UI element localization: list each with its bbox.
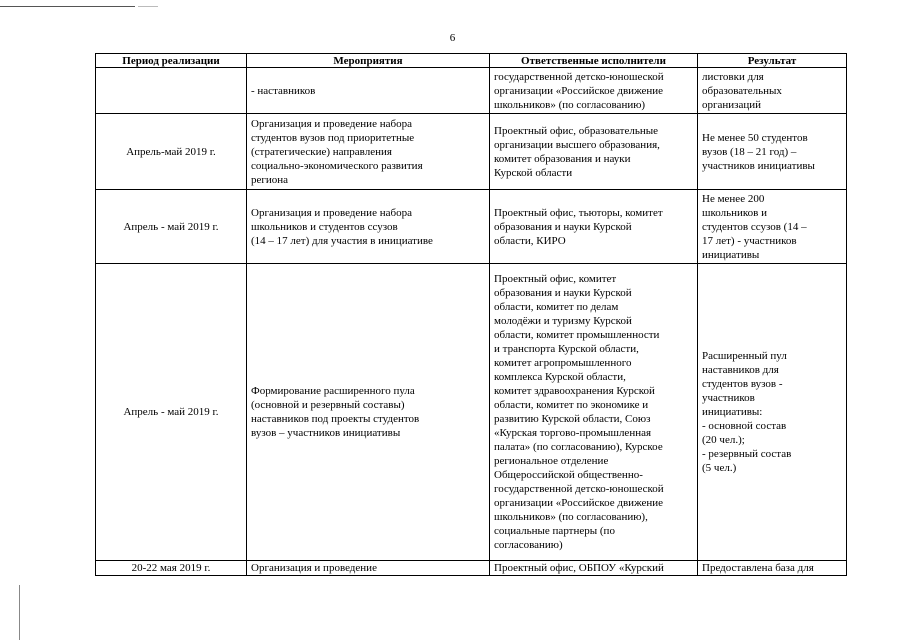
scan-artifact-line	[0, 6, 135, 7]
header-activity: Мероприятия	[247, 54, 490, 68]
period-cell: 20-22 мая 2019 г.	[96, 561, 247, 576]
result-cell: листовки для образовательных организаций	[698, 68, 847, 114]
activity-cell: - наставников	[247, 68, 490, 114]
period-cell: Апрель-май 2019 г.	[96, 114, 247, 190]
result-cell: Предоставлена база для	[698, 561, 847, 576]
responsible-cell: Проектный офис, ОБПОУ «Курский	[490, 561, 698, 576]
table-row	[96, 561, 847, 576]
period-cell	[96, 68, 247, 114]
table-row	[96, 190, 847, 264]
header-responsible: Ответственные исполнители	[490, 54, 698, 68]
activity-cell: Формирование расширенного пула (основной и резервный составы) наставников под проекты студентов вузов – участников инициативы	[247, 264, 490, 561]
responsible-cell: Проектный офис, комитет образования и науки Курской области, комитет по делам молодёжи и туризму Курской области, комитет промышленности и транспорта Курской области, комитет агропромышленного комплекса Курской области, комитет здравоохранения Курской области, комитет по экономике и развитию Курской области, Союз «Курская торгово-промышленная палата» (по согласованию), Курское региональное отделение Общероссийской общественно- государственной детско-юношеской организации «Российское движение школьников» (по согласованию), социальные партнеры (по согласованию)	[490, 264, 698, 561]
result-cell: Не менее 200 школьников и студентов ссузов (14 – 17 лет) - участников инициативы	[698, 190, 847, 264]
activity-cell: Организация и проведение набора студентов вузов под приоритетные (стратегические) направления социально-экономического развития региона	[247, 114, 490, 190]
activity-cell: Организация и проведение	[247, 561, 490, 576]
table-header-row	[96, 54, 847, 68]
activity-cell: Организация и проведение набора школьников и студентов ссузов (14 – 17 лет) для участия в инициативе	[247, 190, 490, 264]
table-row	[96, 264, 847, 561]
header-period: Период реализации	[96, 54, 247, 68]
responsible-cell: государственной детско-юношеской организации «Российское движение школьников» (по согласованию)	[490, 68, 698, 114]
responsible-cell: Проектный офис, тьюторы, комитет образования и науки Курской области, КИРО	[490, 190, 698, 264]
result-cell: Не менее 50 студентов вузов (18 – 21 год) – участников инициативы	[698, 114, 847, 190]
activities-table	[95, 53, 847, 576]
header-result: Результат	[698, 54, 847, 68]
responsible-cell: Проектный офис, образовательные организации высшего образования, комитет образования и науки Курской области	[490, 114, 698, 190]
page-number: 6	[449, 32, 456, 44]
result-cell: Расширенный пул наставников для студентов вузов - участников инициативы: - основной состав (20 чел.); - резервный состав (5 чел.)	[698, 264, 847, 561]
scan-artifact-line	[138, 6, 158, 7]
scan-artifact-line	[19, 585, 20, 640]
table-row	[96, 114, 847, 190]
period-cell: Апрель - май 2019 г.	[96, 264, 247, 561]
table-row	[96, 68, 847, 114]
period-cell: Апрель - май 2019 г.	[96, 190, 247, 264]
